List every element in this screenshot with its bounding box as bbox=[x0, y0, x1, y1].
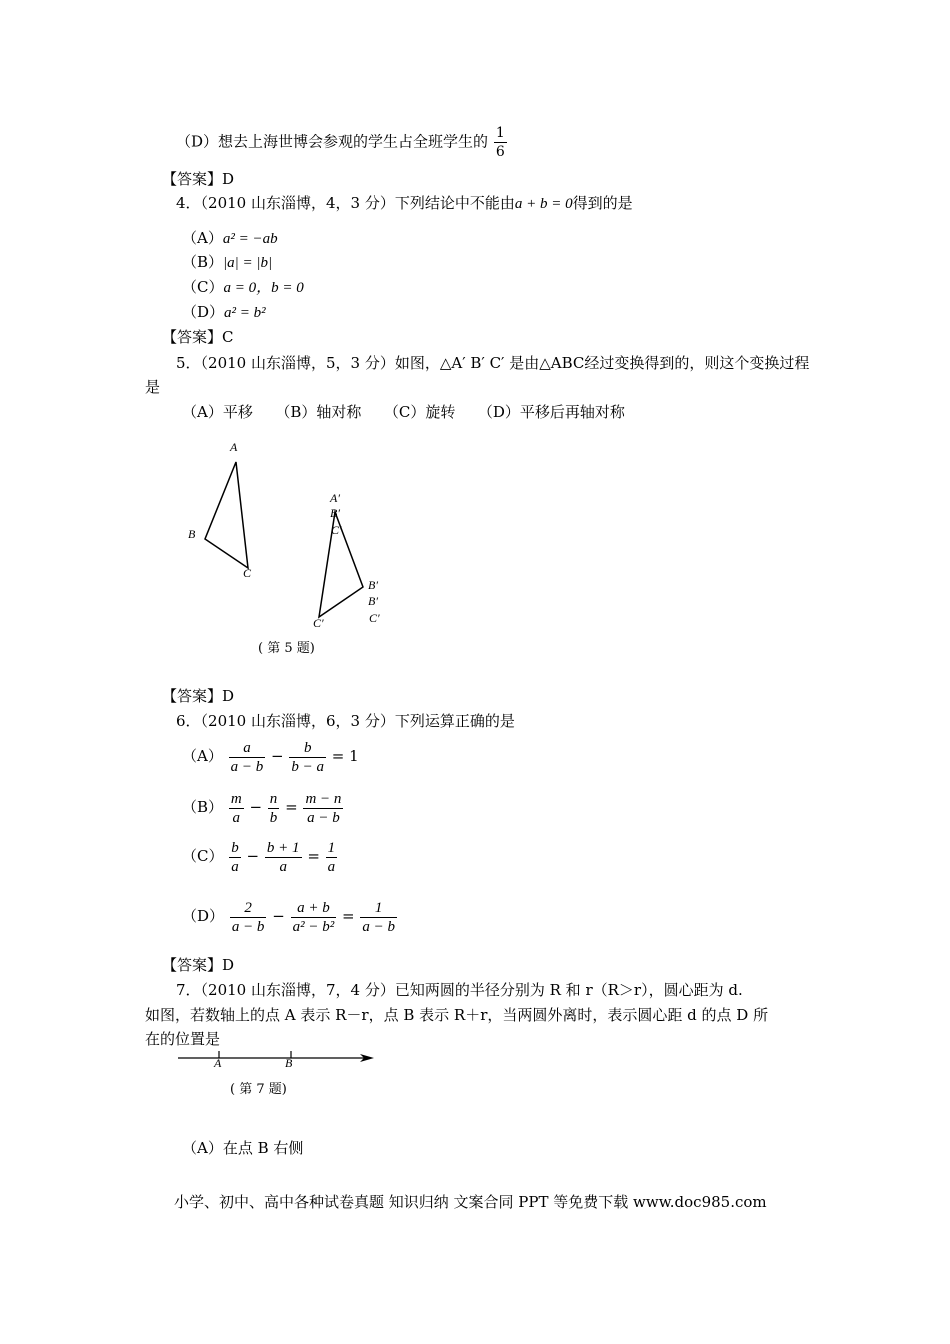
q6-answer: 【答案】D bbox=[162, 956, 235, 974]
fraction bbox=[360, 899, 397, 936]
fraction-numerator: b bbox=[231, 839, 239, 856]
q7-stem-line3: 在的位置是 bbox=[145, 1030, 221, 1048]
fraction bbox=[291, 899, 337, 936]
label-b: B bbox=[188, 527, 196, 541]
q5-stem-line1: 5．（2010 山东淄博，5，3 分）如图，△A′ B′ C′ 是由△ABC经过变换得到的，则这个变换过程 bbox=[176, 354, 810, 372]
q3-option-d-text: （D）想去上海世博会参观的学生占全班学生的 bbox=[176, 132, 489, 151]
option-expression: a = 0，b = 0 bbox=[223, 280, 304, 296]
label-c: C bbox=[243, 566, 252, 580]
q4-option-c bbox=[182, 277, 304, 298]
fraction bbox=[303, 790, 343, 827]
fraction-denominator: a − b bbox=[362, 918, 395, 935]
fraction-numerator: 2 bbox=[230, 899, 267, 918]
q4-option-a bbox=[182, 228, 278, 249]
fraction-numerator: b bbox=[289, 739, 326, 758]
q7-figure-caption: ( 第 7 题) bbox=[230, 1082, 287, 1097]
q4-stem-text: 4．（2010 山东淄博，4，3 分）下列结论中不能由 bbox=[176, 194, 515, 212]
label-b-prime-right-2: B′ bbox=[368, 594, 378, 608]
fraction bbox=[229, 790, 244, 827]
option-label: （C） bbox=[182, 278, 224, 296]
fraction-numerator: a bbox=[229, 739, 266, 758]
fraction-numerator: m bbox=[230, 790, 242, 807]
option-expression: a² = −ab bbox=[222, 231, 278, 247]
fraction-numerator: m − n bbox=[305, 790, 342, 807]
q4-answer: 【答案】C bbox=[162, 328, 234, 346]
q5-options: （A）平移 （B）轴对称 （C）旋转 （D）平移后再轴对称 bbox=[182, 403, 625, 421]
fraction-numerator: n bbox=[269, 790, 278, 807]
fraction-numerator: a + b bbox=[291, 899, 337, 918]
equation-rhs: = 1 bbox=[331, 747, 359, 765]
fraction-denominator: 6 bbox=[495, 144, 505, 160]
q3-option-d-fraction bbox=[494, 124, 507, 161]
fraction bbox=[265, 839, 302, 876]
fraction-denominator: a bbox=[232, 809, 240, 826]
q6-option-a bbox=[182, 736, 359, 776]
option-expression: a² = b² bbox=[224, 305, 266, 321]
label-a: A bbox=[230, 440, 238, 454]
operator: − bbox=[271, 747, 284, 765]
number-line-label-a: A bbox=[214, 1056, 222, 1070]
equals-sign: = bbox=[285, 798, 298, 816]
q7-option-a: （A）在点 B 右侧 bbox=[182, 1139, 304, 1157]
operator: − bbox=[272, 907, 285, 925]
q5-answer: 【答案】D bbox=[162, 687, 235, 705]
q6-option-d bbox=[182, 896, 398, 936]
label-b-prime-right-1: B′ bbox=[368, 578, 378, 592]
fraction-denominator: b bbox=[269, 809, 278, 826]
fraction-denominator: a bbox=[327, 858, 336, 875]
fraction bbox=[268, 790, 280, 827]
fraction-denominator: a − b bbox=[231, 918, 265, 935]
q4-option-d bbox=[182, 302, 266, 323]
equals-sign: = bbox=[341, 907, 355, 925]
operator: − bbox=[249, 798, 263, 816]
option-expression: |a| = |b| bbox=[223, 255, 273, 271]
triangle-abc bbox=[205, 462, 248, 568]
fraction-numerator: 1 bbox=[360, 899, 397, 918]
q6-option-c bbox=[182, 836, 338, 876]
equals-sign: = bbox=[307, 847, 320, 865]
label-a-prime: A′ bbox=[330, 491, 340, 505]
option-label: （D） bbox=[182, 303, 225, 321]
option-label: （B） bbox=[182, 798, 224, 816]
option-label: （A） bbox=[182, 747, 223, 765]
fraction bbox=[326, 839, 338, 876]
q4-stem-text-end: 得到的是 bbox=[572, 194, 633, 212]
fraction-denominator: a − b bbox=[307, 809, 340, 826]
operator: − bbox=[246, 847, 260, 865]
q5-triangle-figure bbox=[170, 430, 430, 650]
fraction-denominator: b − a bbox=[291, 758, 325, 775]
q3-option-d bbox=[176, 124, 508, 161]
fraction-numerator: b + 1 bbox=[266, 839, 300, 856]
page-footer: 小学、初中、高中各种试卷真题 知识归纳 文案合同 PPT 等免费下载 www.doc985.com bbox=[174, 1193, 767, 1211]
label-c-prime-right: C′ bbox=[369, 611, 380, 625]
q3-answer: 【答案】D bbox=[162, 170, 235, 188]
number-line-figure bbox=[172, 1048, 382, 1068]
option-label: （A） bbox=[182, 229, 223, 247]
q7-stem-line1: 7．（2010 山东淄博，7，4 分）已知两圆的半径分别为 R 和 r（R＞r），圆心距为 d. bbox=[176, 981, 743, 999]
q4-stem-expression: a + b = 0 bbox=[514, 196, 573, 212]
fraction-numerator: 1 bbox=[495, 125, 505, 141]
q6-option-b bbox=[182, 787, 344, 827]
label-c-prime-top: C′ bbox=[331, 523, 342, 537]
fraction-numerator: 1 bbox=[327, 839, 336, 856]
fraction bbox=[230, 899, 267, 936]
fraction-denominator: a bbox=[231, 858, 239, 875]
fraction-denominator: a − b bbox=[230, 758, 264, 775]
q4-option-b bbox=[182, 252, 272, 273]
fraction-denominator: a bbox=[279, 858, 287, 875]
label-c-prime-bottom: C′ bbox=[313, 616, 324, 630]
q4-stem bbox=[176, 193, 633, 214]
q7-stem-line2: 如图，若数轴上的点 A 表示 R－r，点 B 表示 R＋r，当两圆外离时，表示圆心距 d 的点 D 所 bbox=[145, 1006, 769, 1024]
fraction-denominator: a² − b² bbox=[292, 918, 335, 935]
number-line-label-b: B bbox=[285, 1056, 293, 1070]
q6-stem: 6．（2010 山东淄博，6，3 分）下列运算正确的是 bbox=[176, 712, 515, 730]
q5-stem-line2: 是 bbox=[145, 378, 161, 396]
q5-figure-caption: ( 第 5 题) bbox=[258, 641, 315, 656]
fraction bbox=[289, 739, 326, 776]
option-label: （C） bbox=[182, 847, 224, 865]
option-label: （D） bbox=[182, 907, 225, 925]
label-b-prime-top: B′ bbox=[330, 506, 340, 520]
option-label: （B） bbox=[182, 253, 224, 271]
fraction bbox=[229, 839, 241, 876]
fraction bbox=[229, 739, 266, 776]
